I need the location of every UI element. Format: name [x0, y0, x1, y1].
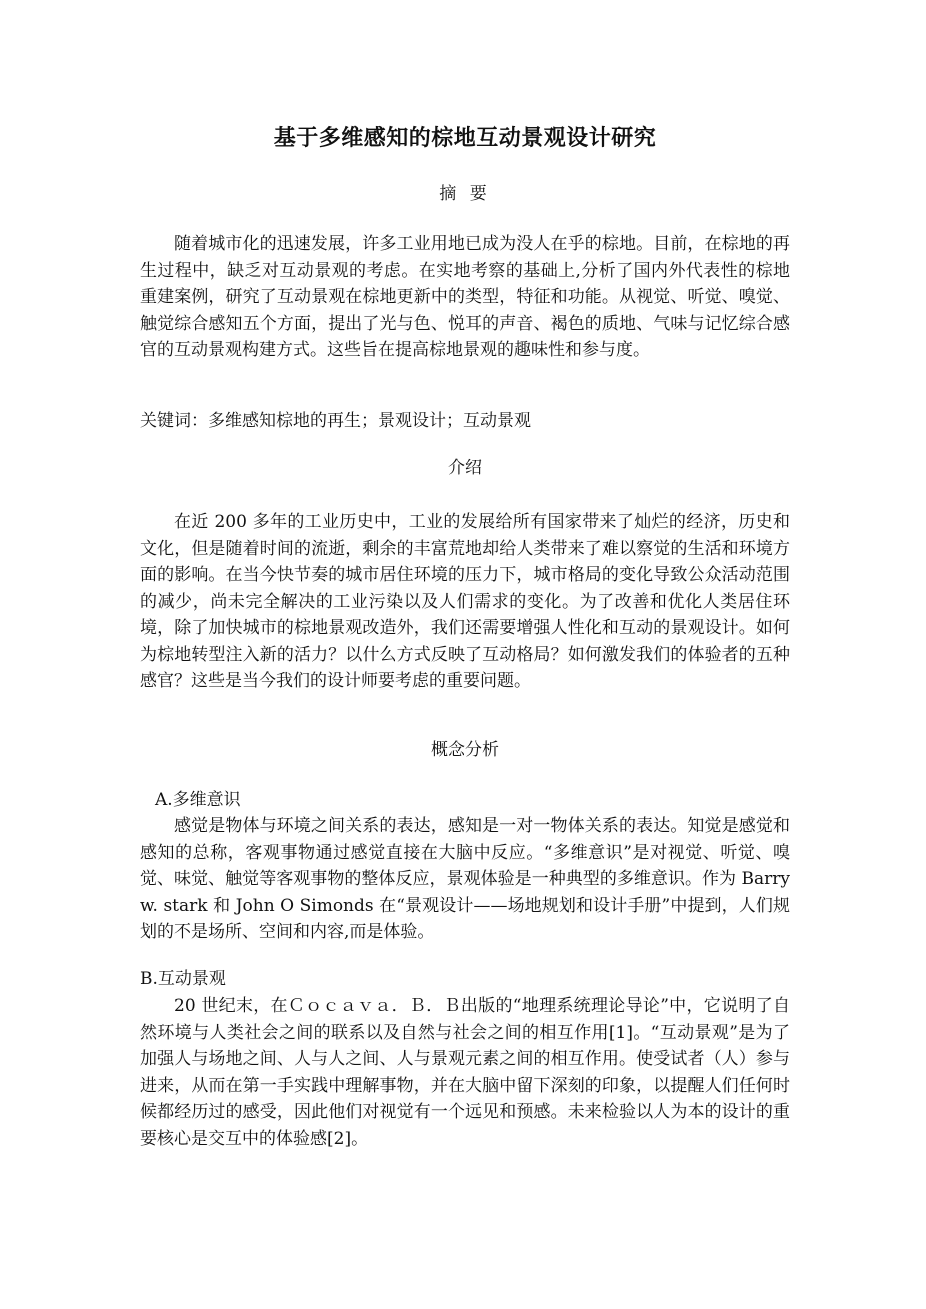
abstract-heading: 摘 要: [439, 184, 491, 204]
keywords-line: 关键词：多维感知棕地的再生；景观设计；互动景观: [140, 411, 531, 431]
intro-heading: 介绍: [448, 458, 482, 478]
subsection-a-heading: A.多维意识: [155, 790, 241, 810]
paper-title: 基于多维感知的棕地互动景观设计研究: [273, 125, 657, 151]
abstract-text: 随着城市化的迅速发展，许多工业用地已成为没人在乎的棕地。目前，在棕地的再生过程中，缺乏对互动景观的考虑。在实地考察的基础上,分析了国内外代表性的棕地重建案例，研究了互动景观在棕地更新中的类型，特征和功能。从视觉、听觉、嗅觉、触觉综合感知五个方面，提出了光与色、悦耳的声音、褐色的质地、气味与记忆综合感官的互动景观构建方式。这些旨在提高棕地景观的趣味性和参与度。: [140, 234, 790, 360]
subsection-a-text: 感觉是物体与环境之间关系的表达，感知是一对一物体关系的表达。知觉是感觉和感知的总称，客观事物通过感觉直接在大脑中反应。“多维意识”是对视觉、听觉、嗅觉、味觉、触觉等客观事物的整体反应，景观体验是一种典型的多维意识。作为 Barry w. stark 和 John O Simonds 在“景观设计——场地规划和设计手册”中提到，人们规划的不是场所、空间和内容,而是体验。: [140, 816, 790, 942]
subsection-b-heading: B.互动景观: [140, 969, 226, 989]
subsection-b-text: 20 世纪末，在Ｃｏｃａｖａ．Ｂ．Ｂ出版的“地理系统理论导论”中，它说明了自然环境与人类社会之间的联系以及自然与社会之间的相互作用[1]。“互动景观”是为了加强人与场地之间、人与人之间、人与景观元素之间的相互作用。使受试者（人）参与进来，从而在第一手实践中理解事物，并在大脑中留下深刻的印象，以提醒人们任何时候都经历过的感受，因此他们对视觉有一个远见和预感。未来检验以人为本的设计的重要核心是交互中的体验感[2]。: [140, 996, 790, 1149]
concept-analysis-heading: 概念分析: [431, 740, 499, 760]
intro-text: 在近 200 多年的工业历史中，工业的发展给所有国家带来了灿烂的经济，历史和文化，但是随着时间的流逝，剩余的丰富荒地却给人类带来了难以察觉的生活和环境方面的影响。在当今快节奏的城市居住环境的压力下，城市格局的变化导致公众活动范围的减少，尚未完全解决的工业污染以及人们需求的变化。为了改善和优化人类居住环境，除了加快城市的棕地景观改造外，我们还需要增强人性化和互动的景观设计。如何为棕地转型注入新的活力？以什么方式反映了互动格局？如何激发我们的体验者的五种感官？这些是当今我们的设计师要考虑的重要问题。: [140, 512, 790, 691]
